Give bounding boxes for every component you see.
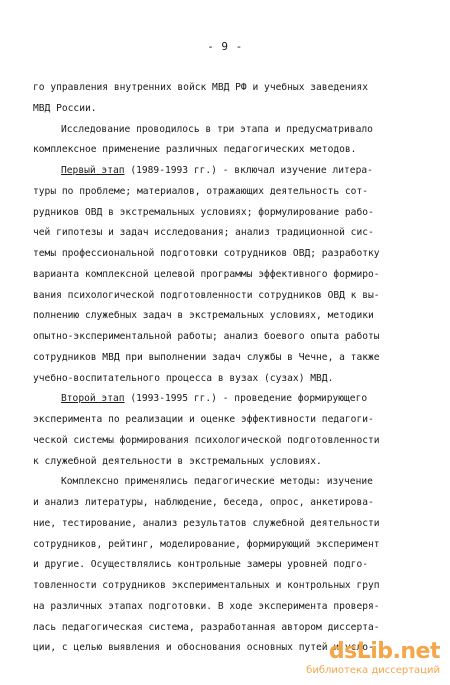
text-line (33, 348, 431, 369)
line-text: опытно-экспериментальной работы; анализ боевого опыта работы (33, 331, 380, 342)
text-line (33, 120, 431, 141)
text-line (33, 389, 431, 410)
line-text: Комплексно применялись педагогические методы: изучение (61, 476, 373, 488)
body-text (33, 78, 431, 659)
text-line (33, 78, 431, 99)
line-text: сотрудников, рейтинг, моделирование, формирующий эксперимент (33, 538, 380, 550)
text-line (33, 244, 431, 265)
text-line (33, 431, 431, 452)
line-text: сотрудников МВД при выполнении задач службы в Чечне, а также (33, 351, 380, 363)
stage-heading: Второй этап (61, 393, 125, 405)
text-line (33, 597, 431, 618)
text-line (33, 306, 431, 327)
line-text: ческой системы формирования психологической подготовленности (33, 434, 380, 446)
line-text: варианта комплексной целевой программы эффективного формиро- (33, 268, 380, 280)
text-line (33, 535, 431, 556)
text-line (33, 410, 431, 431)
text-line (33, 472, 431, 493)
line-text: учебно-воспитательного процесса в вузах (сузах) МВД. (33, 372, 334, 384)
line-text: туры по проблеме; материалов, отражающих деятельность сот- (33, 185, 369, 197)
text-line (33, 223, 431, 244)
text-line (33, 452, 431, 473)
text-line (33, 493, 431, 514)
watermark-logo: dsLib.net (328, 639, 440, 664)
text-line (33, 99, 431, 120)
line-text: МВД России. (33, 102, 97, 114)
line-text: рудников ОВД в экстремальных условиях; формулирование рабо- (33, 206, 374, 218)
line-text: и другие. Осуществлялись контрольные замеры уровней подго- (33, 559, 369, 571)
line-text: полнению служебных задач в экстремальных условиях, методики (33, 310, 374, 322)
text-line (33, 286, 431, 307)
text-line (33, 203, 431, 224)
line-text: товленности сотрудников экспериментальных и контрольных груп (33, 580, 380, 591)
line-text: темы профессиональной подготовки сотрудников ОВД; разработку (33, 248, 380, 259)
text-line (33, 514, 431, 535)
line-text: Исследование проводилось в три этапа и предусматривало (61, 123, 373, 135)
watermark (292, 639, 442, 679)
text-line (33, 140, 431, 161)
watermark-tagline: библиотека диссертаций (306, 665, 440, 676)
text-line (33, 327, 431, 348)
text-line (33, 555, 431, 576)
line-text: к служебной деятельности в экстремальных условиях. (33, 455, 322, 467)
text-line (33, 265, 431, 286)
line-text: (1993-1995 гг.) - проведение формирующего (124, 393, 368, 405)
line-text: и анализ литературы, наблюдение, беседа, опрос, анкетирова- (33, 497, 374, 508)
page-number: - 9 - (207, 40, 243, 53)
line-text: вания психологической подготовленности сотрудников ОВД к вы- (33, 289, 380, 301)
text-line (33, 369, 431, 390)
line-text: чей гипотезы и задач исследования; анализ традиционной сис- (33, 227, 374, 239)
line-text: лась педагогическая система, разработанная автором диссерта- (33, 621, 380, 633)
text-line (33, 618, 431, 639)
text-line (33, 182, 431, 203)
text-line (33, 576, 431, 597)
line-text: (1989-1993 гг.) - включал изучение литера- (124, 165, 373, 176)
line-text: комплексное применение различных педагогических методов. (33, 144, 357, 156)
line-text: ние, тестирование, анализ результатов служебной деятельности (33, 517, 380, 529)
line-text: эксперимента по реализации и оценке эффективности педагоги- (33, 414, 374, 425)
text-line (33, 161, 431, 182)
stage-heading: Первый этап (61, 165, 125, 176)
line-text: на различных этапах подготовки. В ходе эксперимента проверя- (33, 600, 380, 612)
line-text: ции, с целью выявления и обоснования основных путей и усло- (33, 642, 374, 654)
line-text: го управления внутренних войск МВД РФ и учебных заведениях (33, 82, 369, 93)
